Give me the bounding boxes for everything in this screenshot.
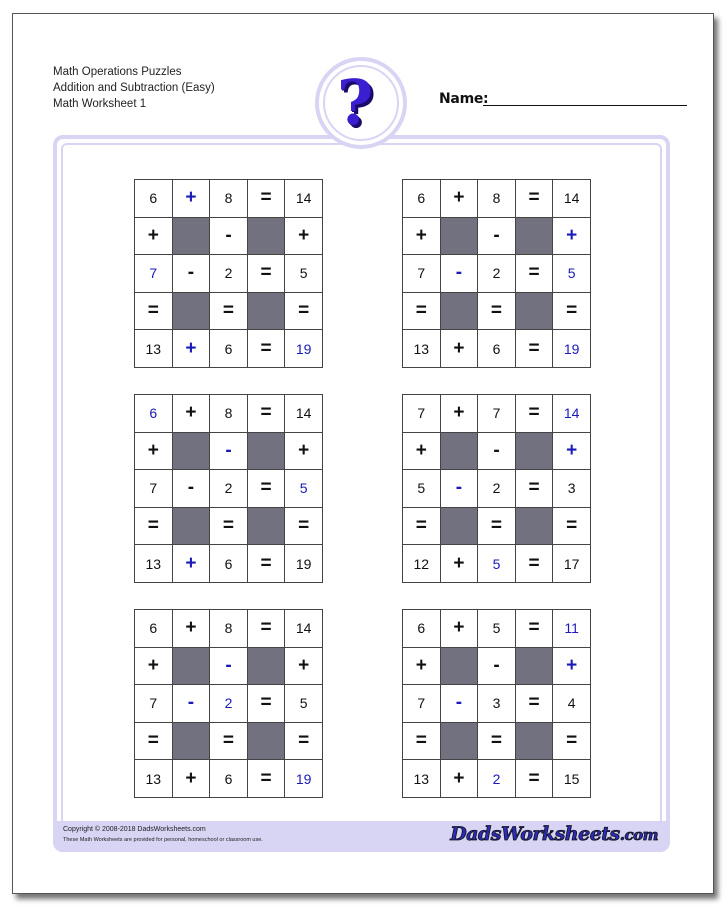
blank-cell: [173, 218, 211, 256]
answer-cell[interactable]: -: [173, 685, 211, 723]
puzzle-cell: =: [516, 610, 554, 648]
puzzle-cell: +: [441, 545, 479, 583]
blank-cell: [173, 433, 211, 471]
puzzle-cell: 6: [403, 180, 441, 218]
puzzle-cell: -: [478, 648, 516, 686]
puzzle-cell: 14: [285, 610, 323, 648]
blank-cell: [173, 723, 211, 761]
puzzle-grid-6: [402, 609, 591, 798]
puzzle-cell: 7: [403, 685, 441, 723]
puzzle-cell: +: [285, 433, 323, 471]
answer-cell[interactable]: +: [553, 648, 591, 686]
puzzle-cell: 6: [210, 760, 248, 798]
puzzle-cell: =: [553, 293, 591, 331]
answer-cell[interactable]: -: [441, 685, 479, 723]
puzzle-cell: +: [441, 180, 479, 218]
answer-cell[interactable]: 19: [553, 330, 591, 368]
puzzle-cell: 2: [478, 470, 516, 508]
puzzle-cell: 5: [285, 685, 323, 723]
puzzle-cell: =: [478, 293, 516, 331]
puzzle-cell: 13: [403, 330, 441, 368]
puzzle-cell: +: [173, 760, 211, 798]
puzzle-grid-4: [402, 394, 591, 583]
puzzle-cell: 13: [135, 760, 173, 798]
brand-suffix: .com: [619, 826, 658, 844]
answer-cell[interactable]: +: [173, 180, 211, 218]
puzzle-cell: =: [248, 685, 286, 723]
answer-cell[interactable]: -: [210, 433, 248, 471]
puzzle-cell: 7: [403, 255, 441, 293]
answer-cell[interactable]: +: [553, 433, 591, 471]
answer-cell[interactable]: 2: [478, 760, 516, 798]
puzzle-cell: =: [135, 293, 173, 331]
puzzle-cell: -: [478, 433, 516, 471]
puzzle-cell: +: [441, 610, 479, 648]
answer-cell[interactable]: 6: [135, 395, 173, 433]
puzzle-cell: 2: [210, 470, 248, 508]
name-field[interactable]: [483, 105, 687, 106]
puzzle-cell: +: [285, 648, 323, 686]
question-mark-icon: ?: [337, 66, 374, 139]
puzzle-cell: =: [210, 723, 248, 761]
blank-cell: [441, 433, 479, 471]
puzzle-cell: 5: [478, 610, 516, 648]
puzzle-cell: =: [135, 508, 173, 546]
puzzle-cell: -: [478, 218, 516, 256]
brand-logo: [450, 823, 658, 845]
answer-cell[interactable]: 5: [478, 545, 516, 583]
puzzle-cell: =: [248, 545, 286, 583]
puzzle-cell: 14: [285, 180, 323, 218]
puzzle-cell: =: [516, 760, 554, 798]
puzzle-cell: =: [478, 723, 516, 761]
blank-cell: [516, 508, 554, 546]
worksheet-header: [53, 64, 215, 112]
puzzle-cell: =: [403, 293, 441, 331]
puzzle-cell: =: [516, 685, 554, 723]
puzzle-cell: 3: [553, 470, 591, 508]
puzzle-cell: =: [248, 760, 286, 798]
puzzle-cell: =: [403, 508, 441, 546]
blank-cell: [248, 723, 286, 761]
blank-cell: [441, 218, 479, 256]
puzzle-cell: 7: [478, 395, 516, 433]
puzzle-cell: =: [403, 723, 441, 761]
puzzle-cell: =: [248, 395, 286, 433]
puzzle-grid-2: [402, 179, 591, 368]
puzzle-cell: +: [441, 395, 479, 433]
puzzle-cell: =: [516, 180, 554, 218]
puzzle-cell: -: [173, 470, 211, 508]
blank-cell: [516, 218, 554, 256]
puzzle-cell: +: [403, 648, 441, 686]
puzzle-cell: =: [553, 723, 591, 761]
puzzle-cell: =: [516, 545, 554, 583]
puzzle-cell: 6: [210, 330, 248, 368]
answer-cell[interactable]: -: [441, 470, 479, 508]
worksheet-title: Math Operations Puzzles: [53, 66, 182, 78]
puzzle-cell: =: [516, 395, 554, 433]
logo-badge: [315, 57, 407, 149]
puzzle-cell: 4: [553, 685, 591, 723]
puzzle-cell: +: [285, 218, 323, 256]
name-label: Name:: [439, 91, 489, 107]
puzzle-cell: =: [285, 508, 323, 546]
blank-cell: [248, 293, 286, 331]
puzzle-grid-5: [134, 609, 323, 798]
puzzle-cell: -: [173, 255, 211, 293]
puzzle-cell: =: [135, 723, 173, 761]
footer-bar: [53, 821, 670, 852]
puzzle-cell: 12: [403, 545, 441, 583]
puzzle-cell: =: [516, 330, 554, 368]
puzzle-cell: =: [478, 508, 516, 546]
puzzle-cell: 5: [285, 255, 323, 293]
answer-cell[interactable]: 14: [553, 395, 591, 433]
puzzle-cell: =: [210, 293, 248, 331]
puzzle-cell: 6: [403, 610, 441, 648]
answer-cell[interactable]: +: [173, 545, 211, 583]
blank-cell: [248, 218, 286, 256]
answer-cell[interactable]: 19: [285, 760, 323, 798]
puzzle-grid-3: [134, 394, 323, 583]
puzzle-cell: =: [285, 723, 323, 761]
puzzle-cell: =: [516, 470, 554, 508]
puzzle-cell: +: [403, 218, 441, 256]
puzzle-cell: 2: [210, 255, 248, 293]
puzzle-cell: 14: [553, 180, 591, 218]
puzzle-cell: +: [135, 433, 173, 471]
copyright-text: Copyright © 2008-2018 DadsWorksheets.com: [63, 826, 206, 833]
puzzle-cell: =: [248, 255, 286, 293]
puzzle-cell: 15: [553, 760, 591, 798]
answer-cell[interactable]: 11: [553, 610, 591, 648]
puzzle-cell: 6: [478, 330, 516, 368]
puzzle-cell: 5: [403, 470, 441, 508]
puzzle-cell: 8: [478, 180, 516, 218]
puzzle-cell: 13: [135, 545, 173, 583]
puzzle-cell: 19: [285, 545, 323, 583]
answer-cell[interactable]: +: [173, 330, 211, 368]
blank-cell: [173, 508, 211, 546]
puzzle-cell: 2: [478, 255, 516, 293]
brand-name: DadsWorksheets: [450, 823, 620, 845]
answer-cell[interactable]: -: [210, 648, 248, 686]
puzzle-cell: 7: [135, 470, 173, 508]
blank-cell: [248, 508, 286, 546]
usage-notice: These Math Worksheets are provided for personal, homeschool or classroom use.: [63, 837, 263, 843]
puzzle-grid-1: [134, 179, 323, 368]
blank-cell: [248, 433, 286, 471]
blank-cell: [173, 648, 211, 686]
puzzle-cell: +: [403, 433, 441, 471]
worksheet-subtitle: Addition and Subtraction (Easy): [53, 82, 215, 94]
puzzle-cell: +: [173, 395, 211, 433]
puzzle-cell: 14: [285, 395, 323, 433]
puzzle-cell: =: [210, 508, 248, 546]
puzzle-cell: =: [248, 180, 286, 218]
puzzle-cell: 8: [210, 180, 248, 218]
puzzle-cell: 6: [135, 180, 173, 218]
answer-cell[interactable]: -: [441, 255, 479, 293]
puzzle-cell: 7: [403, 395, 441, 433]
answer-cell[interactable]: 5: [285, 470, 323, 508]
blank-cell: [441, 723, 479, 761]
answer-cell[interactable]: +: [553, 218, 591, 256]
blank-cell: [516, 433, 554, 471]
puzzle-cell: =: [248, 470, 286, 508]
puzzle-cell: 3: [478, 685, 516, 723]
puzzle-cell: 8: [210, 610, 248, 648]
puzzle-cell: +: [135, 648, 173, 686]
puzzle-cell: 17: [553, 545, 591, 583]
answer-cell[interactable]: 7: [135, 255, 173, 293]
puzzle-cell: +: [135, 218, 173, 256]
puzzle-cell: 6: [135, 610, 173, 648]
puzzle-cell: +: [173, 610, 211, 648]
puzzle-cell: 8: [210, 395, 248, 433]
puzzle-cell: =: [248, 330, 286, 368]
puzzle-cell: =: [516, 255, 554, 293]
blank-cell: [516, 293, 554, 331]
puzzle-cell: =: [553, 508, 591, 546]
blank-cell: [441, 508, 479, 546]
puzzle-cell: 7: [135, 685, 173, 723]
puzzle-cell: 13: [135, 330, 173, 368]
blank-cell: [516, 648, 554, 686]
puzzle-cell: +: [441, 330, 479, 368]
worksheet-number: Math Worksheet 1: [53, 98, 147, 110]
puzzle-cell: =: [285, 293, 323, 331]
blank-cell: [441, 648, 479, 686]
blank-cell: [248, 648, 286, 686]
answer-cell[interactable]: 2: [210, 685, 248, 723]
puzzle-cell: +: [441, 760, 479, 798]
puzzle-cell: 13: [403, 760, 441, 798]
blank-cell: [173, 293, 211, 331]
puzzle-cell: =: [248, 610, 286, 648]
blank-cell: [516, 723, 554, 761]
answer-cell[interactable]: 5: [553, 255, 591, 293]
blank-cell: [441, 293, 479, 331]
puzzle-cell: -: [210, 218, 248, 256]
answer-cell[interactable]: 19: [285, 330, 323, 368]
puzzle-cell: 6: [210, 545, 248, 583]
